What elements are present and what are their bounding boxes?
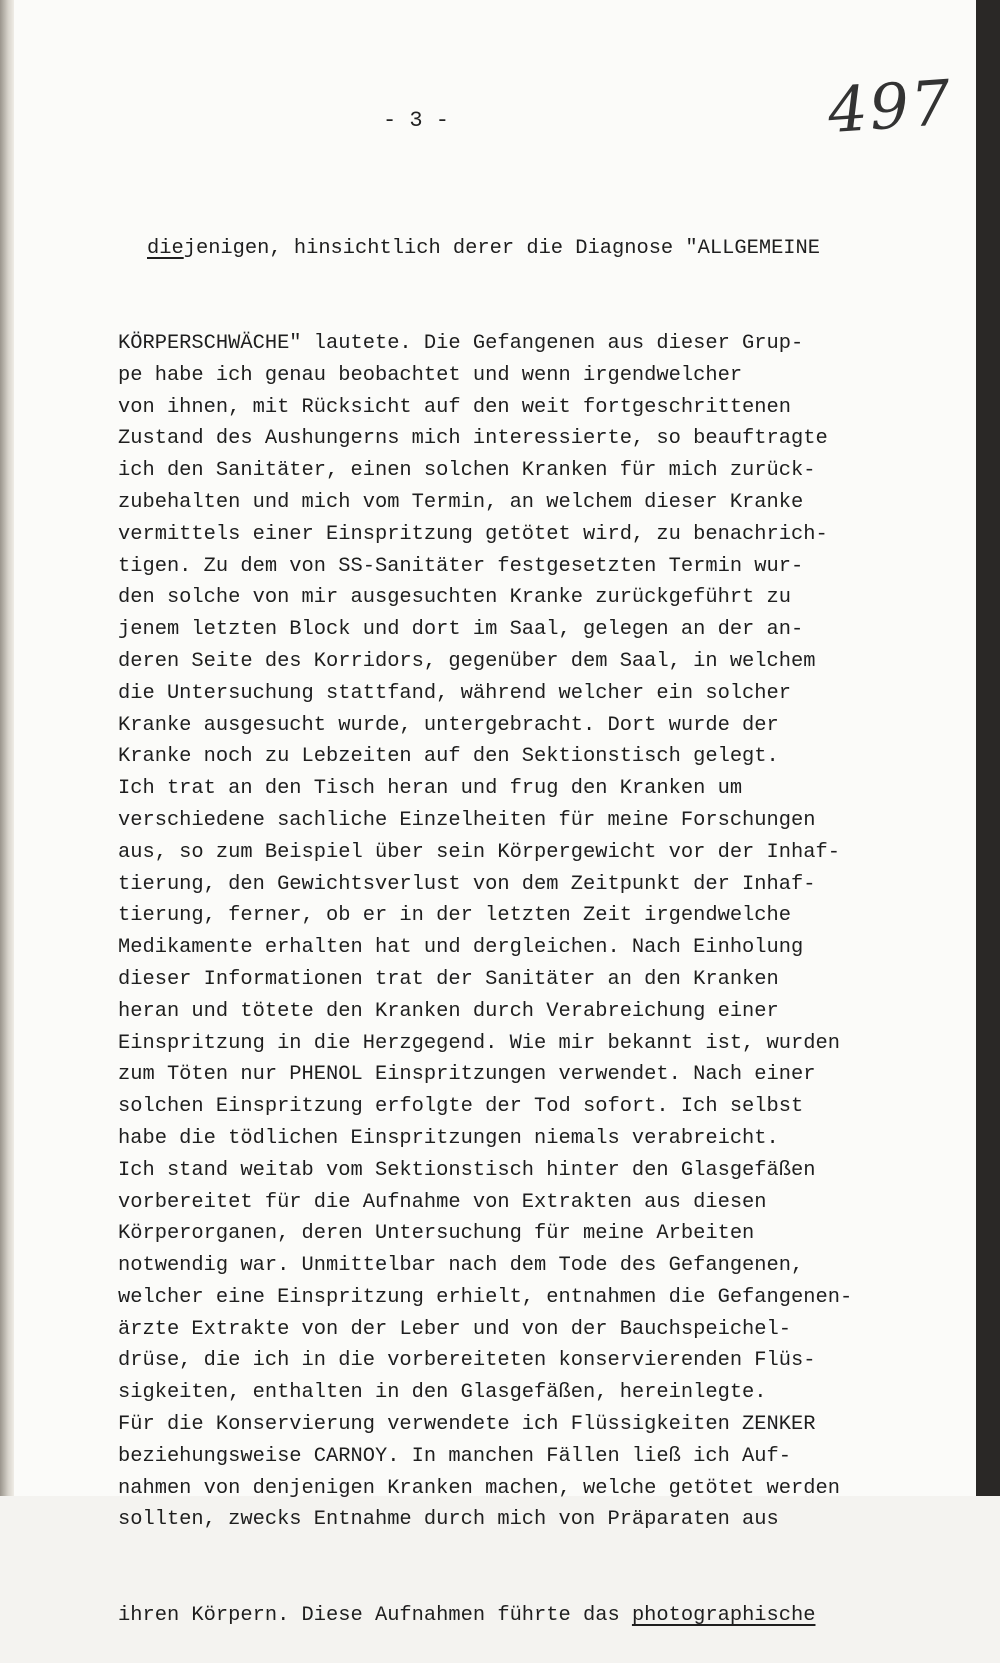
text-line: tigen. Zu dem von SS-Sanitäter festgesetzten Termin wur- bbox=[118, 554, 804, 578]
text-line: solchen Einspritzung erfolgte der Tod sofort. Ich selbst bbox=[118, 1095, 804, 1119]
scan-border bbox=[976, 0, 1000, 1496]
text-line: zum Töten nur PHENOL Einspritzungen verwendet. Nach einer bbox=[118, 1063, 816, 1087]
text-line: ärzte Extrakte von der Leber und von der Bauchspeichel- bbox=[118, 1317, 792, 1341]
text-line: vermittels einer Einspritzung getötet wird, zu benachrich- bbox=[118, 522, 828, 546]
text-line: den solche von mir ausgesuchten Kranke zurückgeführt zu bbox=[118, 586, 792, 610]
text-line: sigkeiten, enthalten in den Glasgefäßen, hereinlegte. bbox=[118, 1381, 767, 1405]
underlined-word: die bbox=[147, 236, 184, 260]
page-number: - 3 - bbox=[383, 108, 450, 133]
text-line: die Untersuchung stattfand, während welcher ein solcher bbox=[118, 681, 792, 705]
text-line: heran und tötete den Kranken durch Verabreichung einer bbox=[118, 999, 779, 1023]
text-line: Kranke ausgesucht wurde, untergebracht. Dort wurde der bbox=[118, 713, 779, 737]
text-line: ich den Sanitäter, einen solchen Kranken für mich zurück- bbox=[118, 459, 816, 483]
binding-edge bbox=[0, 0, 14, 1496]
text-line: sollten, zwecks Entnahme durch mich von Präparaten aus bbox=[118, 1508, 779, 1532]
text-line: Ich stand weitab vom Sektionstisch hinter den Glasgefäßen bbox=[118, 1158, 816, 1182]
text-line: verschiedene sachliche Einzelheiten für meine Forschungen bbox=[118, 808, 816, 832]
text-line: Medikamente erhalten hat und dergleichen. Nach Einholung bbox=[118, 936, 804, 960]
text-line: tierung, ferner, ob er in der letzten Zeit irgendwelche bbox=[118, 904, 792, 928]
text-line bbox=[118, 1600, 852, 1632]
text-line: tierung, den Gewichtsverlust von dem Zeitpunkt der Inhaf- bbox=[118, 872, 816, 896]
text-line: dieser Informationen trat der Sanitäter an den Kranken bbox=[118, 967, 779, 991]
text-line: welcher eine Einspritzung erhielt, entnahmen die Gefangenen- bbox=[118, 1285, 853, 1309]
text-line: drüse, die ich in die vorbereiteten konservierenden Flüs- bbox=[118, 1349, 816, 1373]
text-line: notwendig war. Unmittelbar nach dem Tode des Gefangenen, bbox=[118, 1254, 804, 1278]
text-line: vorbereitet für die Aufnahme von Extrakten aus diesen bbox=[118, 1190, 767, 1214]
underlined-word: photographische bbox=[631, 1603, 816, 1627]
text-line: Ich trat an den Tisch heran und frug den Kranken um bbox=[118, 777, 743, 801]
text-line: KÖRPERSCHWÄCHE" lautete. Die Gefangenen aus dieser Grup- bbox=[118, 331, 804, 355]
text-line: nahmen von denjenigen Kranken machen, welche getötet werden bbox=[118, 1476, 840, 1500]
text-line: jenem letzten Block und dort im Saal, gelegen an der an- bbox=[118, 618, 804, 642]
text: jenigen, hinsichtlich derer die Diagnose "ALLGEMEINE bbox=[183, 236, 821, 260]
text-line: Kranke noch zu Lebzeiten auf den Sektionstisch gelegt. bbox=[118, 745, 779, 769]
document-body bbox=[118, 169, 852, 1663]
text-line: zubehalten und mich vom Termin, an welchem dieser Kranke bbox=[118, 490, 804, 514]
text-line: aus, so zum Beispiel über sein Körpergewicht vor der Inhaf- bbox=[118, 840, 840, 864]
text-lines bbox=[118, 328, 852, 1536]
text-line: beziehungsweise CARNOY. In manchen Fällen ließ ich Auf- bbox=[118, 1444, 792, 1468]
text-line: Körperorganen, deren Untersuchung für meine Arbeiten bbox=[118, 1222, 755, 1246]
text-line: Zustand des Aushungerns mich interessierte, so beauftragte bbox=[118, 427, 828, 451]
text-line: Einspritzung in die Herzgegend. Wie mir bekannt ist, wurden bbox=[118, 1031, 840, 1055]
text: ihren Körpern. Diese Aufnahmen führte das bbox=[118, 1603, 632, 1627]
handwritten-folio-number: 497 bbox=[825, 65, 955, 148]
text-line: deren Seite des Korridors, gegenüber dem Saal, in welchem bbox=[118, 649, 816, 673]
text-line: Für die Konservierung verwendete ich Flüssigkeiten ZENKER bbox=[118, 1413, 816, 1437]
text-line: pe habe ich genau beobachtet und wenn irgendwelcher bbox=[118, 363, 743, 387]
text-line bbox=[118, 233, 852, 265]
text-line: von ihnen, mit Rücksicht auf den weit fortgeschrittenen bbox=[118, 395, 792, 419]
text-line: habe die tödlichen Einspritzungen niemals verabreicht. bbox=[118, 1126, 779, 1150]
